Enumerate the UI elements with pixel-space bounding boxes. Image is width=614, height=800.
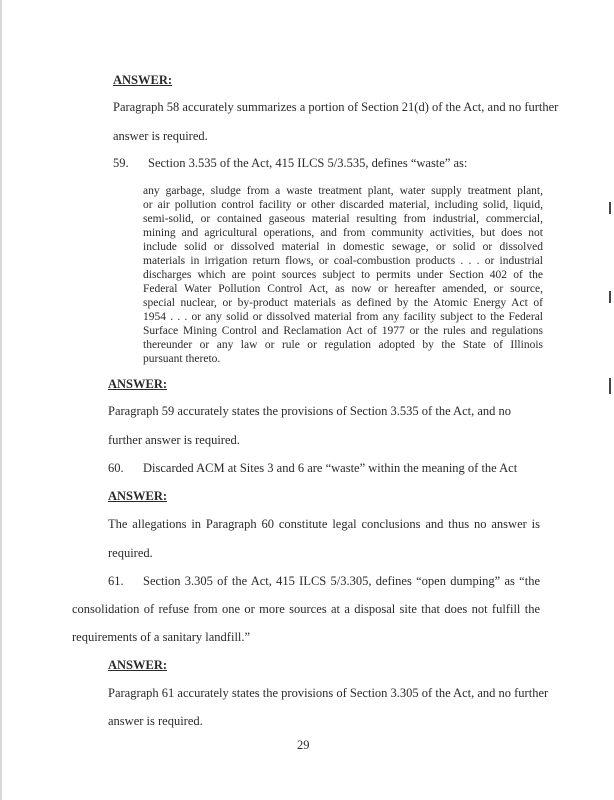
quote-line: Surface Mining Control and Reclamation Act of 1977 or the rules and regulations <box>143 325 543 337</box>
p60-answer-line-1: The allegations in Paragraph 60 constitute legal conclusions and thus no answer is <box>108 517 540 531</box>
quote-line: mining and agricultural operations, and from community activities, but does not <box>143 227 543 239</box>
quote-line: discharges which are point sources subject to permits under Section 402 of the <box>143 269 543 281</box>
quote-line: 1954 . . . or any solid or dissolved material from any facility subject to the Federal <box>143 311 543 323</box>
page-number: 29 <box>297 738 310 752</box>
p61-line-2: consolidation of refuse from one or more sources at a disposal site that does not fulfill the <box>72 602 540 616</box>
quote-line: include solid or dissolved material in domestic sewage, or solid or dissolved <box>143 241 543 253</box>
quote-line: thereunder or any law or rule or regulation adopted by the State of Illinois <box>143 339 543 351</box>
quote-line: semi-solid, or contained gaseous material resulting from industrial, commercial, <box>143 213 543 225</box>
p61-answer-line-1: Paragraph 61 accurately states the provisions of Section 3.305 of the Act, and no further <box>108 686 549 700</box>
p59-answer-line-2: further answer is required. <box>108 433 240 447</box>
p59-answer-line-1: Paragraph 59 accurately states the provisions of Section 3.535 of the Act, and no <box>108 404 512 418</box>
quote-line: special nuclear, or by-product materials as defined by the Atomic Energy Act of <box>143 297 543 309</box>
p60-answer-line-2: required. <box>108 546 153 560</box>
quote-line: Federal Water Pollution Control Act, as now or hereafter amended, or source, <box>143 283 543 295</box>
answer-heading-61: ANSWER: <box>108 658 168 672</box>
p61-line-1: Section 3.305 of the Act, 415 ILCS 5/3.305, defines “open dumping” as “the <box>143 574 540 588</box>
quote-line: materials in irrigation return flows, or coal-combustion products . . . or industrial <box>143 255 543 267</box>
p60-text: Discarded ACM at Sites 3 and 6 are “waste” within the meaning of the Act <box>143 461 518 475</box>
answer-heading-59: ANSWER: <box>108 377 168 391</box>
p58-answer-line-1: Paragraph 58 accurately summarizes a portion of Section 21(d) of the Act, and no further <box>113 100 559 114</box>
answer-heading-60: ANSWER: <box>108 489 168 503</box>
margin-mark <box>609 202 611 214</box>
quote-line: or air pollution control facility or other discarded material, including solid, liquid, <box>143 199 543 211</box>
p58-answer-line-2: answer is required. <box>113 129 208 143</box>
scan-edge <box>0 0 2 800</box>
p59-intro: Section 3.535 of the Act, 415 ILCS 5/3.535, defines “waste” as: <box>148 156 468 170</box>
quote-line: pursuant thereto. <box>143 353 221 365</box>
p61-line-3: requirements of a sanitary landfill.” <box>72 630 251 644</box>
p61-answer-line-2: answer is required. <box>108 714 203 728</box>
margin-mark <box>609 291 611 303</box>
p59-number: 59. <box>113 156 129 170</box>
p60-number: 60. <box>108 461 124 475</box>
answer-heading-58: ANSWER: <box>113 73 173 87</box>
quote-line: any garbage, sludge from a waste treatment plant, water supply treatment plant, <box>143 185 543 197</box>
p61-number: 61. <box>108 574 124 588</box>
margin-mark <box>609 378 611 394</box>
